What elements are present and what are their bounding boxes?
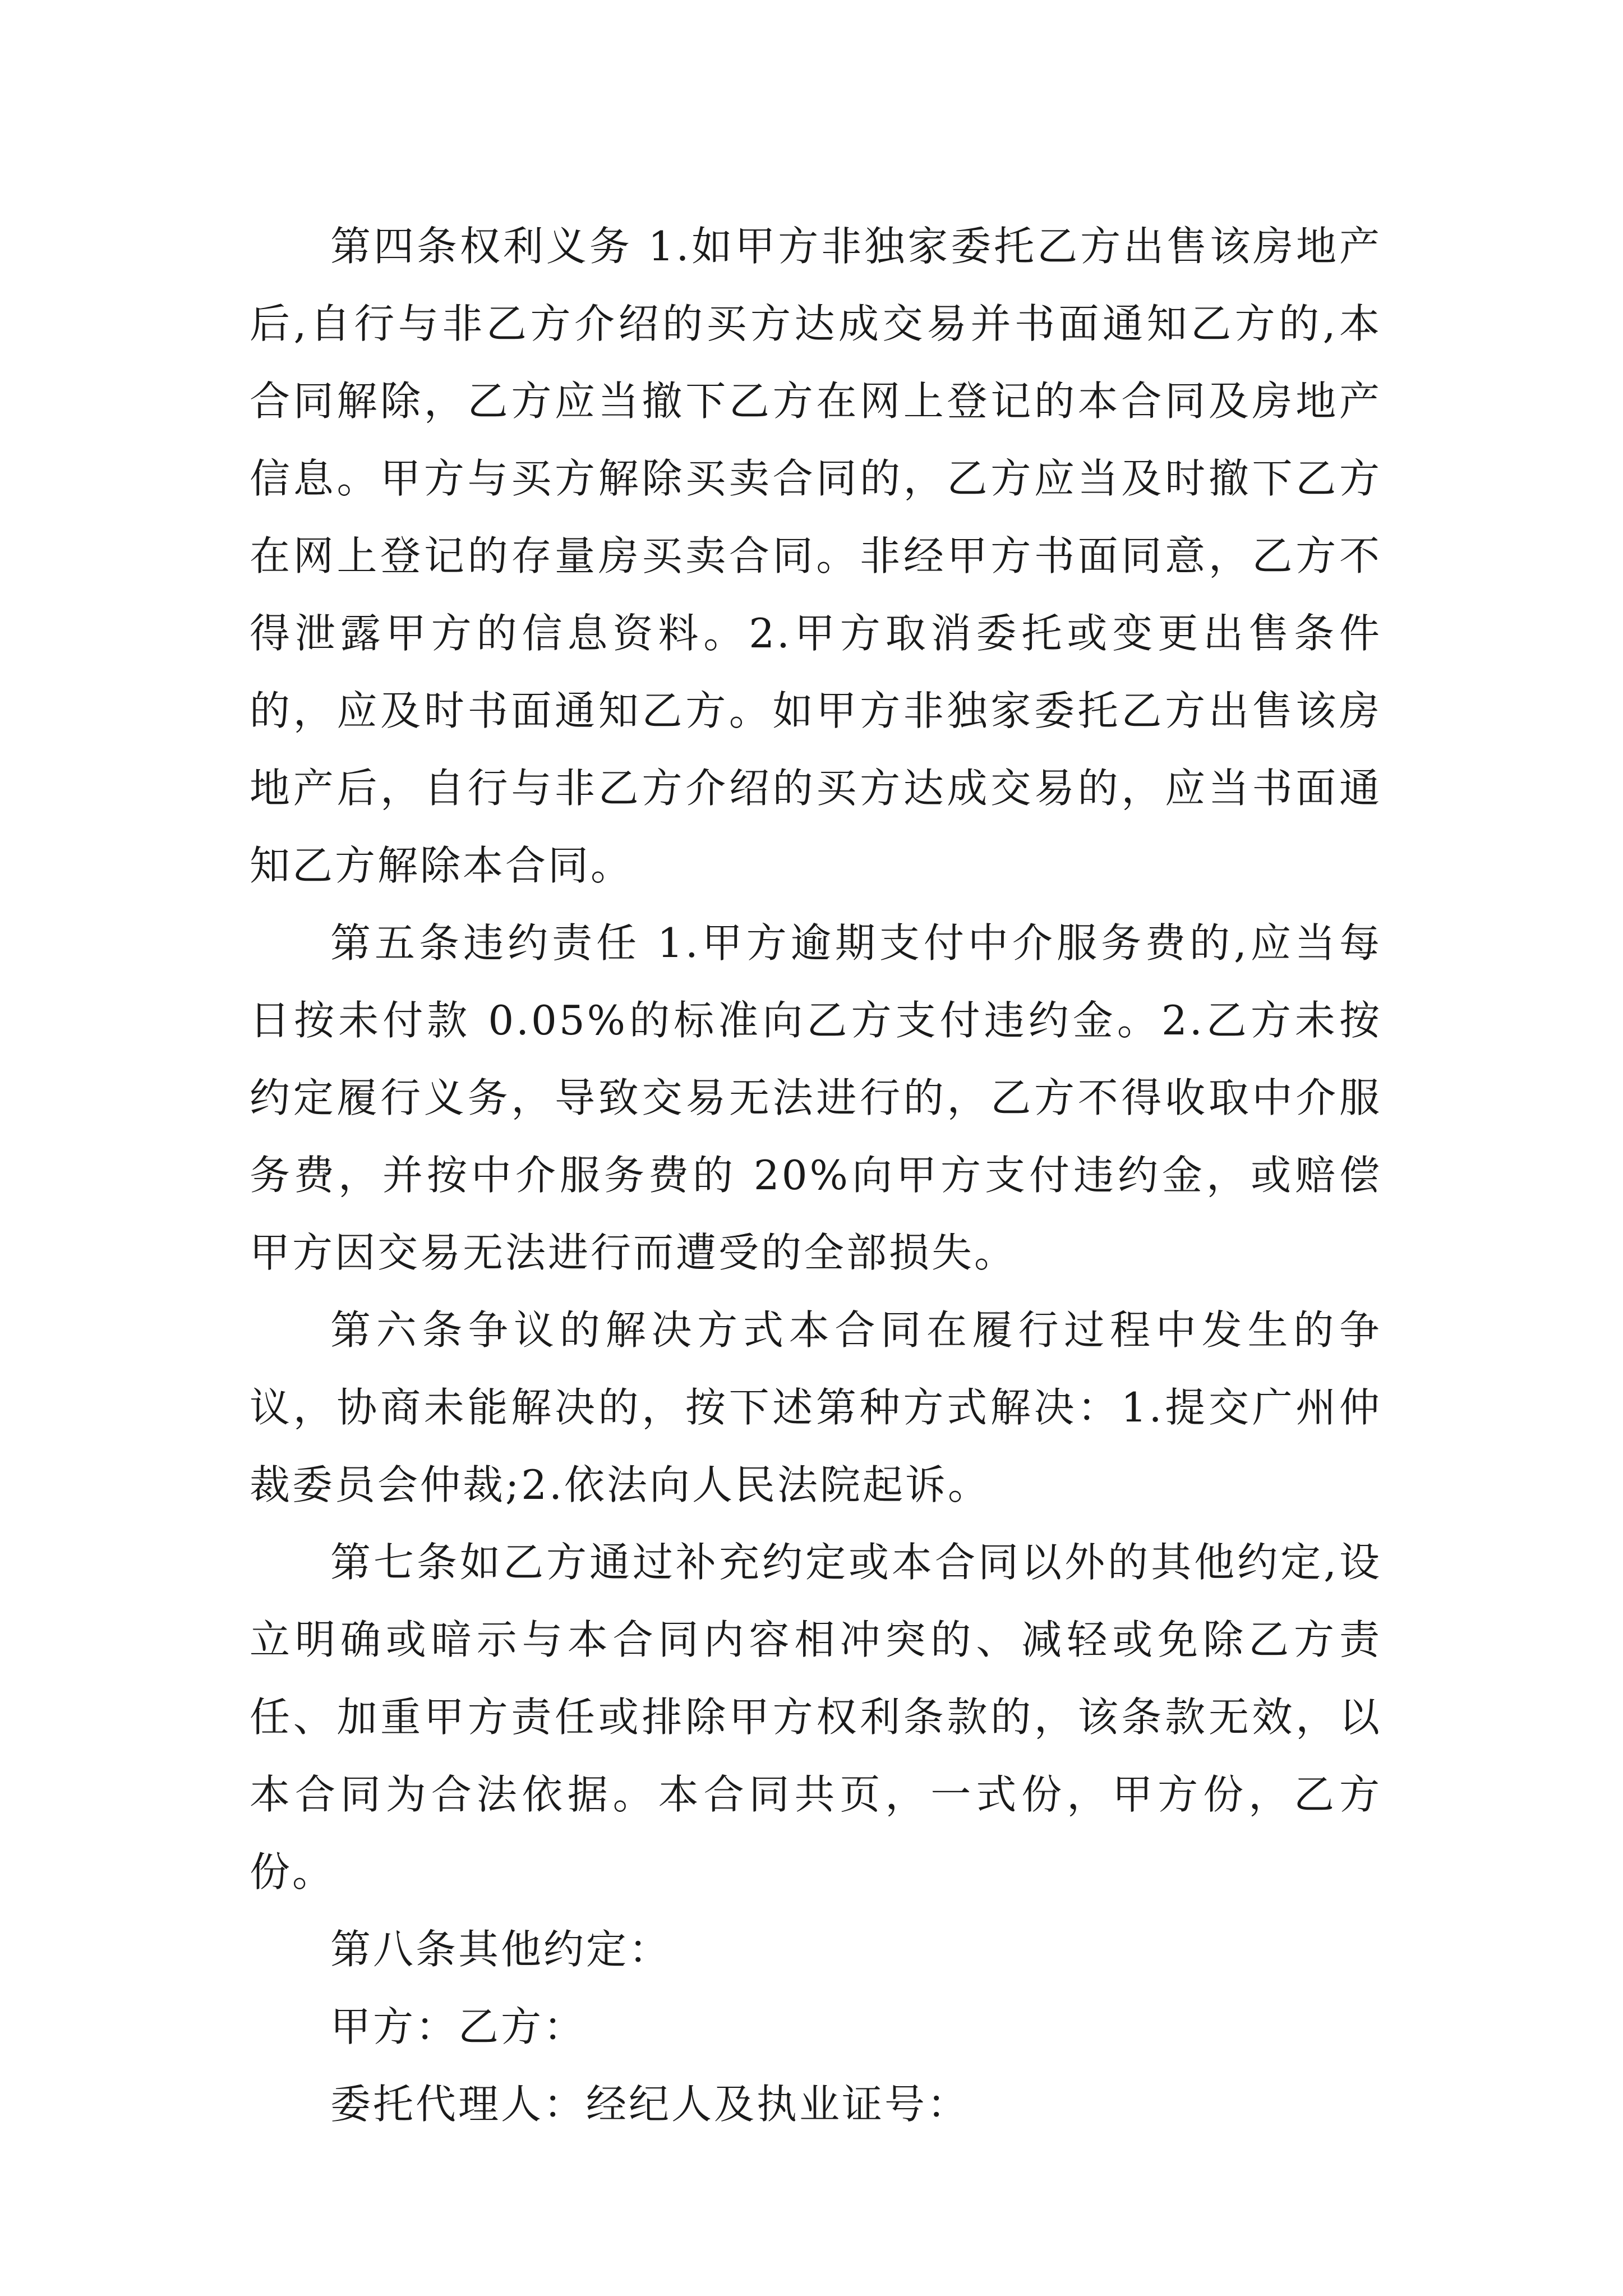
article-6-dispute-resolution: 第六条争议的解决方式本合同在履行过程中发生的争议，协商未能解决的，按下述第种方式解决：1.提交广州仲裁委员会仲裁;2.依法向人民法院起诉。: [250, 1306, 1382, 1508]
article-4-rights-obligations: 第四条权利义务 1.如甲方非独家委托乙方出售该房地产后,自行与非乙方介绍的买方达成交易并书面通知乙方的,本合同解除，乙方应当撤下乙方在网上登记的本合同及房地产信息。甲方与买方解除买卖合同的，乙方应当及时撤下乙方在网上登记的存量房买卖合同。非经甲方书面同意，乙方不得泄露甲方的信息资料。2.甲方取消委托或变更出售条件的，应及时书面通知乙方。如甲方非独家委托乙方出售该房地产后，自行与非乙方介绍的买方达成交易的，应当书面通知乙方解除本合同。: [250, 223, 1382, 889]
article-8-other-agreements: 第八条其他约定：: [330, 1926, 672, 1973]
signature-agents: 委托代理人：经纪人及执业证号：: [330, 2081, 970, 2128]
signature-parties: 甲方：乙方：: [330, 2003, 587, 2050]
article-7-clause-validity: 第七条如乙方通过补充约定或本合同以外的其他约定,设立明确或暗示与本合同内容相冲突的、减轻或免除乙方责任、加重甲方责任或排除甲方权利条款的，该条款无效，以本合同为合法依据。本合同共页，一式份，甲方份，乙方份。: [250, 1539, 1382, 1895]
article-5-breach-liability: 第五条违约责任 1.甲方逾期支付中介服务费的,应当每日按未付款 0.05%的标准向乙方支付违约金。2.乙方未按约定履行义务，导致交易无法进行的，乙方不得收取中介服务费，并按中介服务费的 20%向甲方支付违约金，或赔偿甲方因交易无法进行而遭受的全部损失。: [250, 919, 1382, 1276]
